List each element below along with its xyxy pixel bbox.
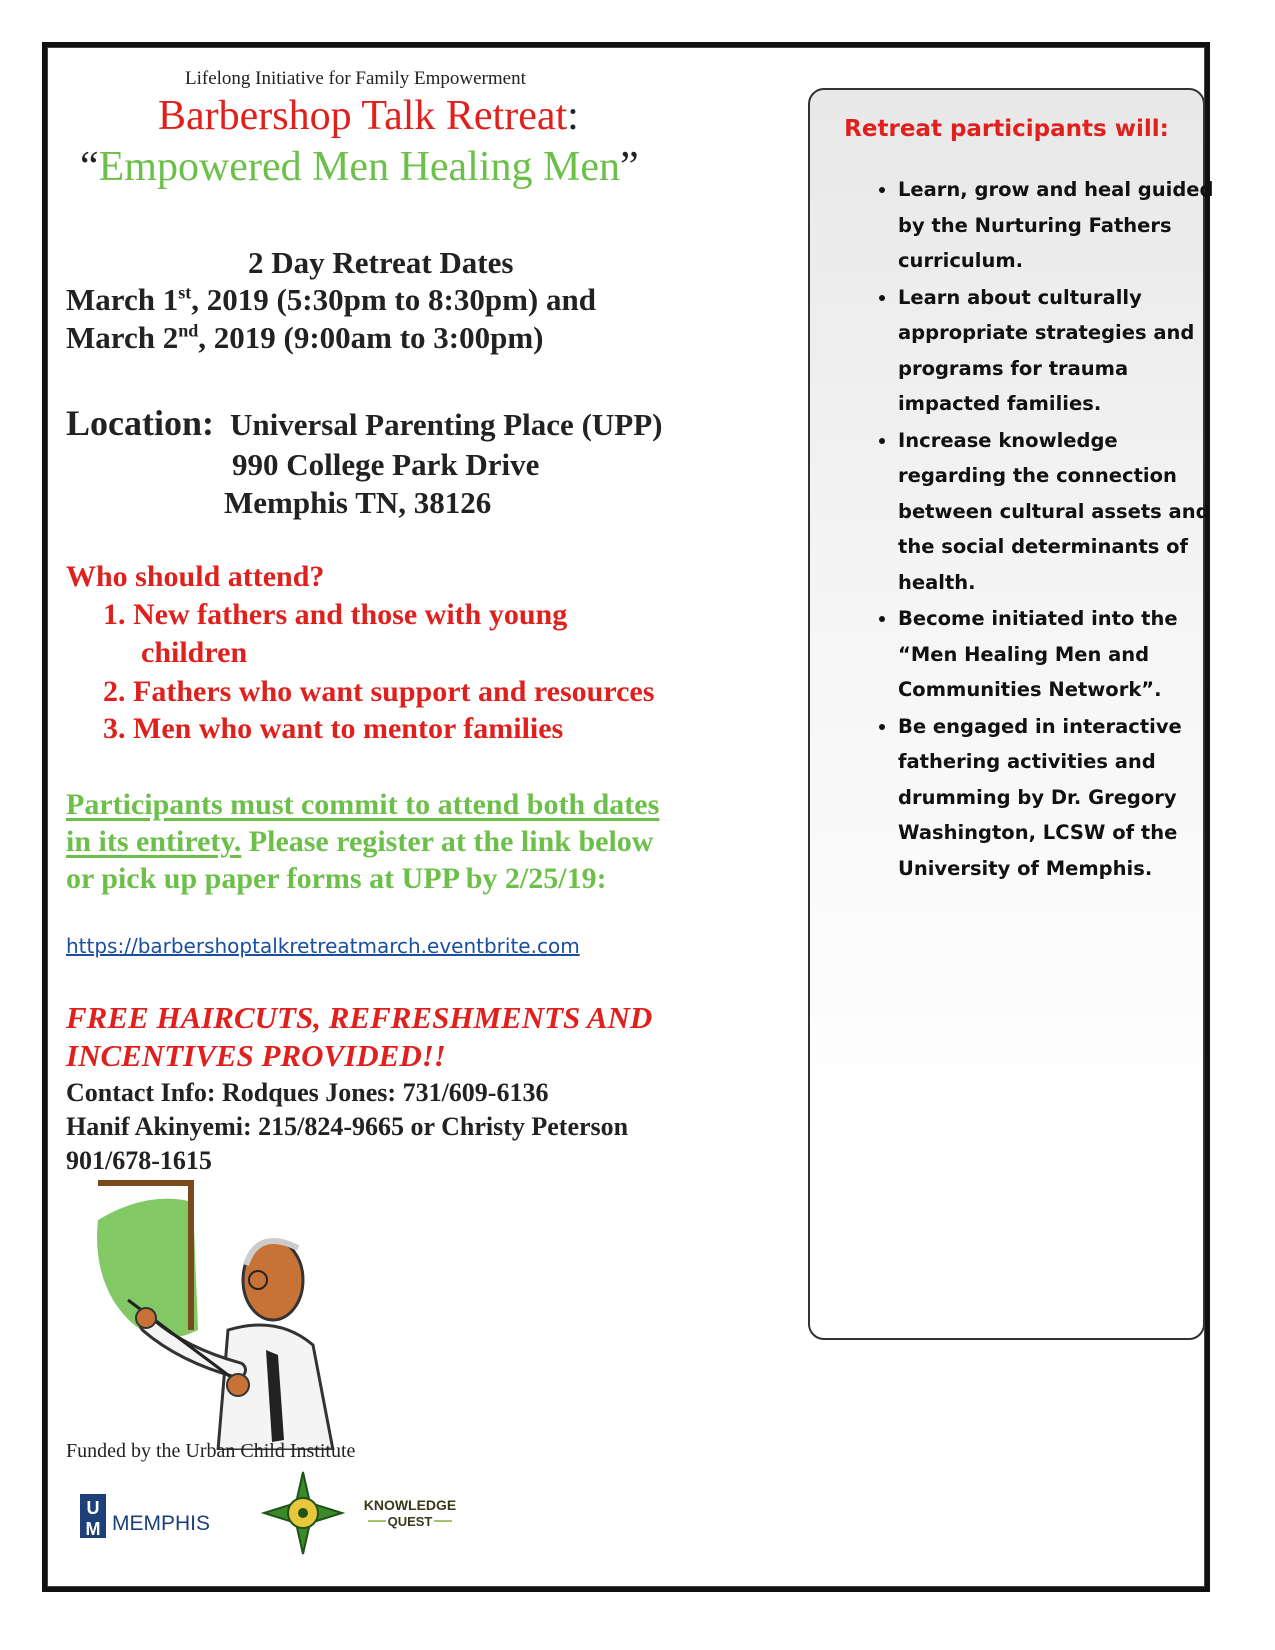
- quote-open: “: [80, 144, 99, 190]
- who-item-1: 1. New fathers and those with young: [103, 598, 568, 631]
- location-label: Location:: [66, 403, 214, 443]
- who-heading: Who should attend?: [66, 560, 325, 593]
- commit-underlined-2: in its entirety.: [66, 825, 242, 858]
- kq-line-1: KNOWLEDGE: [363, 1497, 457, 1513]
- dates-heading: 2 Day Retreat Dates: [248, 245, 514, 280]
- participants-panel: [808, 88, 1214, 1340]
- who-item-2: 2. Fathers who want support and resources: [103, 675, 655, 708]
- commit-line-2: [66, 825, 653, 859]
- presenter-clipart: [88, 1180, 358, 1450]
- knowledge-quest-logo: [258, 1470, 478, 1556]
- quote-close: ”: [620, 144, 639, 190]
- benefit-item: • Learn, grow and heal guided by the Nurturing Fathers curriculum.: [898, 172, 1216, 279]
- funded-by: Funded by the Urban Child Institute: [66, 1440, 356, 1462]
- location-line-1: Universal Parenting Place (UPP): [230, 407, 663, 442]
- date2-prefix: March 2: [66, 320, 179, 355]
- benefit-item: • Be engaged in interactive fathering activities and drumming by Dr. Gregory Washington, LCSW of the University of Memphis.: [898, 709, 1216, 887]
- who-item-1-cont: children: [141, 636, 248, 669]
- date1-sup: st: [178, 282, 192, 303]
- svg-text:M: M: [85, 1519, 101, 1539]
- svg-text:U: U: [86, 1498, 100, 1518]
- org-name: Lifelong Initiative for Family Empowerment: [185, 68, 526, 89]
- subtitle-text: Empowered Men Healing Men: [98, 144, 621, 190]
- commit-underlined-1: Participants must commit to attend both dates: [66, 788, 660, 821]
- contact-line-3: 901/678-1615: [66, 1146, 212, 1175]
- title-colon: :: [567, 93, 579, 139]
- commit-rest-2: Please register at the link below: [241, 825, 654, 858]
- participant-benefits-list: [868, 172, 1216, 887]
- panel-title: Retreat participants will:: [844, 116, 1169, 142]
- date-line-1: [66, 282, 596, 318]
- flyer-subtitle: [80, 143, 639, 191]
- um-logo-text: MEMPHIS: [112, 1512, 211, 1535]
- free-line-1: FREE HAIRCUTS, REFRESHMENTS AND: [66, 1000, 653, 1035]
- kq-line-2: QUEST: [387, 1514, 433, 1529]
- benefit-item: • Increase knowledge regarding the connection between cultural assets and the social determinants of health.: [898, 423, 1216, 601]
- commit-line-1: [66, 788, 659, 822]
- who-item-3: 3. Men who want to mentor families: [103, 712, 564, 745]
- flyer-title: [158, 92, 579, 140]
- location-line-2: 990 College Park Drive: [232, 447, 540, 482]
- date1-prefix: March 1: [66, 282, 179, 317]
- benefit-item: • Learn about culturally appropriate strategies and programs for trauma impacted families.: [898, 280, 1216, 422]
- contact-line-1: Contact Info: Rodques Jones: 731/609-6136: [66, 1078, 549, 1107]
- commit-line-3: or pick up paper forms at UPP by 2/25/19:: [66, 862, 607, 895]
- benefit-item: • Become initiated into the “Men Healing Men and Communities Network”.: [898, 601, 1216, 708]
- free-line-2: INCENTIVES PROVIDED!!: [66, 1038, 446, 1073]
- title-main: Barbershop Talk Retreat: [158, 93, 568, 139]
- registration-link[interactable]: https://barbershoptalkretreatmarch.eventbrite.com: [66, 934, 580, 958]
- date-line-2: [66, 320, 544, 356]
- um-memphis-logo: [80, 1492, 230, 1542]
- location-line-3: Memphis TN, 38126: [224, 485, 492, 520]
- date2-sup: nd: [178, 320, 199, 341]
- date1-rest: , 2019 (5:30pm to 8:30pm) and: [191, 282, 596, 317]
- date2-rest: , 2019 (9:00am to 3:00pm): [198, 320, 544, 355]
- contact-line-2: Hanif Akinyemi: 215/824-9665 or Christy Peterson: [66, 1112, 629, 1141]
